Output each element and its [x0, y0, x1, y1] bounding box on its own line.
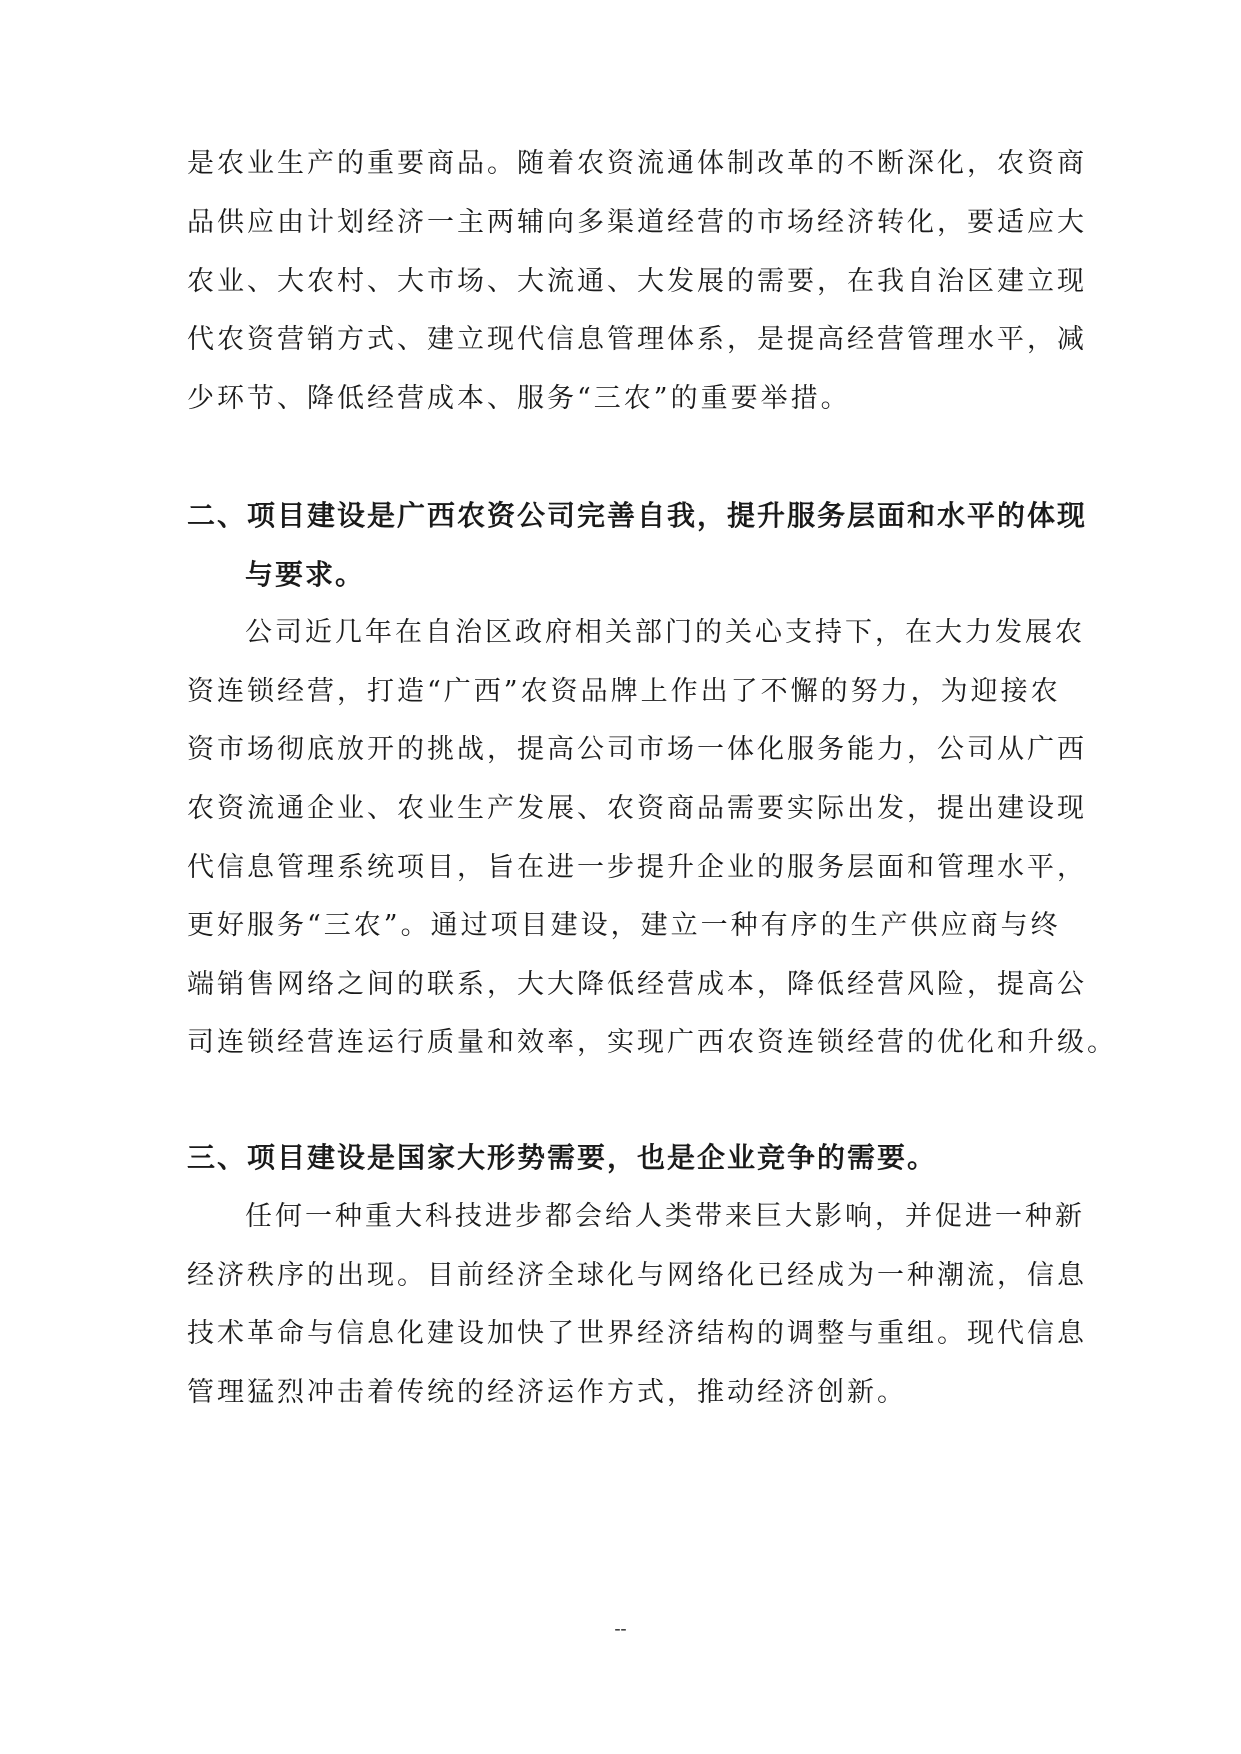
- paragraph-1-line-3: 农业、大农村、大市场、大流通、大发展的需要，在我自治区建立现: [187, 266, 1087, 297]
- section-2-body-line-8: 司连锁经营连运行质量和效率，实现广西农资连锁经营的优化和升级。: [187, 1027, 1117, 1058]
- section-2-body-line-5: 代信息管理系统项目，旨在进一步提升企业的服务层面和管理水平，: [187, 852, 1087, 883]
- section-2-body-line-4: 农资流通企业、农业生产发展、农资商品需要实际出发，提出建设现: [187, 793, 1087, 824]
- page-footer-marker: --: [614, 1618, 627, 1638]
- section-3-body-line-3: 技术革命与信息化建设加快了世界经济结构的调整与重组。现代信息: [187, 1318, 1087, 1349]
- section-3-body-line-4: 管理猛烈冲击着传统的经济运作方式，推动经济创新。: [187, 1377, 907, 1408]
- section-2-body-line-7: 端销售网络之间的联系，大大降低经营成本，降低经营风险，提高公: [187, 969, 1087, 1000]
- section-2-heading-line-2: 与要求。: [245, 558, 366, 591]
- section-2-body-line-2: 资连锁经营，打造“广西”农资品牌上作出了不懈的努力，为迎接农: [187, 676, 1061, 707]
- paragraph-1-line-4: 代农资营销方式、建立现代信息管理体系，是提高经营管理水平，减: [187, 324, 1087, 355]
- section-2-body-line-6: 更好服务“三农”。通过项目建设，建立一种有序的生产供应商与终: [187, 910, 1061, 941]
- section-3-body-line-2: 经济秩序的出现。目前经济全球化与网络化已经成为一种潮流，信息: [187, 1260, 1087, 1291]
- section-2-body-line-3: 资市场彻底放开的挑战，提高公司市场一体化服务能力，公司从广西: [187, 734, 1087, 765]
- paragraph-1-line-5: 少环节、降低经营成本、服务“三农”的重要举措。: [187, 383, 851, 414]
- section-2-body-line-1: 公司近几年在自治区政府相关部门的关心支持下，在大力发展农: [245, 617, 1085, 648]
- section-3-heading: 三、项目建设是国家大形势需要，也是企业竞争的需要。: [187, 1141, 938, 1174]
- paragraph-1-line-1: 是农业生产的重要商品。随着农资流通体制改革的不断深化，农资商: [187, 148, 1087, 179]
- paragraph-1-line-2: 品供应由计划经济一主两辅向多渠道经营的市场经济转化，要适应大: [187, 207, 1087, 238]
- section-2-heading-line-1: 二、项目建设是广西农资公司完善自我，提升服务层面和水平的体现: [187, 499, 1088, 532]
- section-3-body-line-1: 任何一种重大科技进步都会给人类带来巨大影响，并促进一种新: [245, 1201, 1085, 1232]
